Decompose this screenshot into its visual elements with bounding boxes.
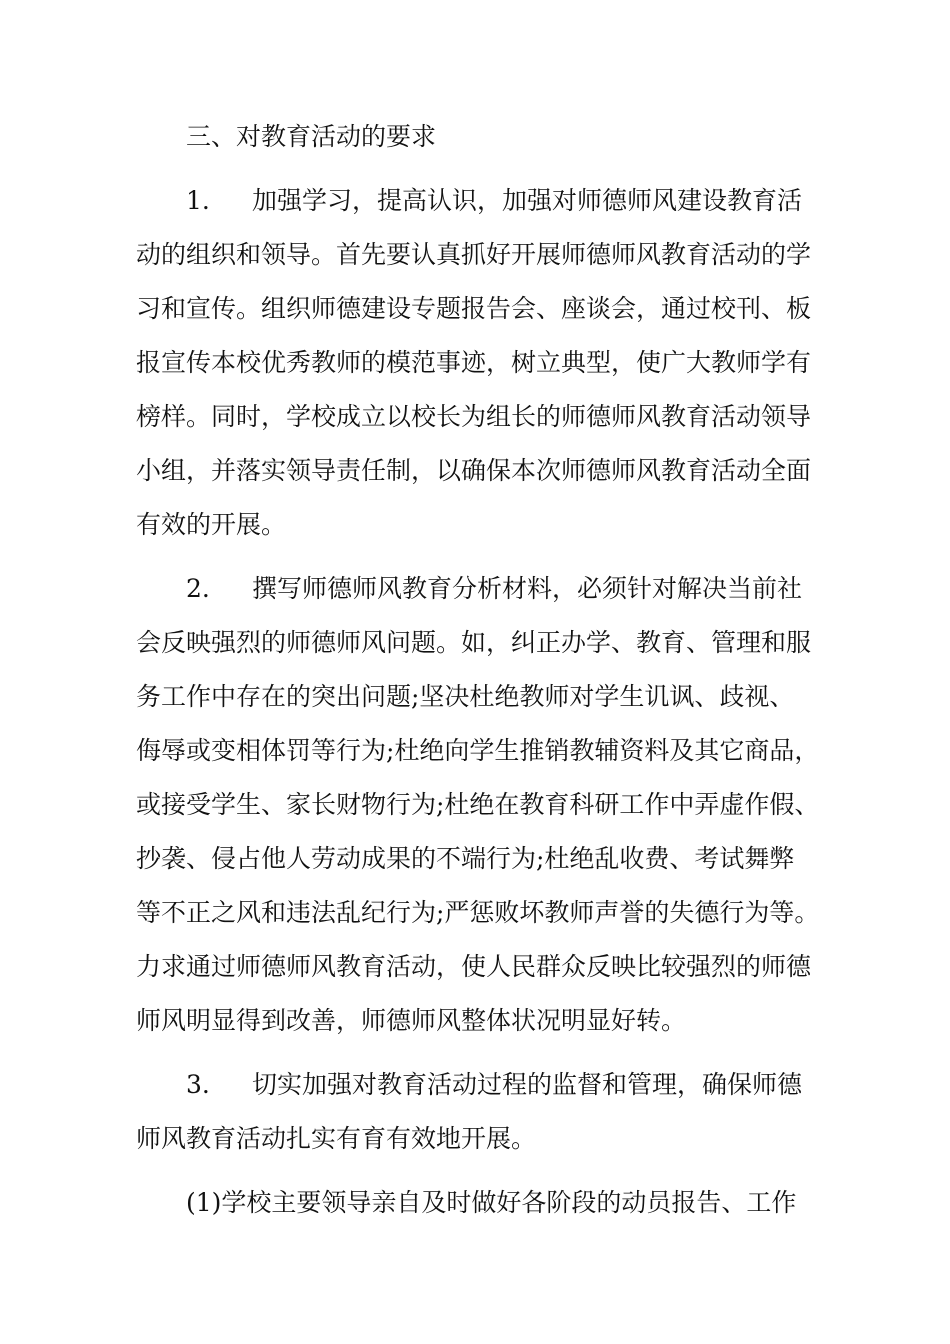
- paragraph-line: 抄袭、侵占他人劳动成果的不端行为;杜绝乱收费、考试舞弊: [136, 844, 795, 873]
- section-heading: 三、对教育活动的要求: [186, 122, 437, 151]
- paragraph-line: 等不正之风和违法乱纪行为;严惩败坏教师声誉的失德行为等。: [136, 898, 820, 927]
- paragraph-line: 动的组织和领导。首先要认真抓好开展师德师风教育活动的学: [136, 240, 812, 269]
- item-number: 3.: [186, 1070, 210, 1099]
- paragraph-line: 侮辱或变相体罚等行为;杜绝向学生推销教辅资料及其它商品，: [136, 736, 820, 765]
- paragraph-item-2: [136, 562, 836, 1048]
- paragraph-text: 撰写师德师风教育分析材料，必须针对解决当前社: [252, 574, 803, 603]
- paragraph-line: 报宣传本校优秀教师的模范事迹，树立典型，使广大教师学有: [136, 348, 812, 377]
- paragraph-line: [136, 562, 836, 616]
- paragraph-line: 榜样。同时，学校成立以校长为组长的师德师风教育活动领导: [136, 402, 812, 431]
- paragraph-text: 切实加强对教育活动过程的监督和管理，确保师德: [252, 1070, 803, 1099]
- subitem-line: (1)学校主要领导亲自及时做好各阶段的动员报告、工作: [186, 1188, 797, 1217]
- paragraph-line: 或接受学生、家长财物行为;杜绝在教育科研工作中弄虚作假、: [136, 790, 820, 819]
- paragraph-line: 会反映强烈的师德师风问题。如，纠正办学、教育、管理和服: [136, 628, 812, 657]
- paragraph-line: 力求通过师德师风教育活动，使人民群众反映比较强烈的师德: [136, 952, 812, 981]
- paragraph-line: 师风明显得到改善，师德师风整体状况明显好转。: [136, 1006, 687, 1035]
- item-number: 1.: [186, 186, 210, 215]
- paragraph-line: 有效的开展。: [136, 510, 287, 539]
- paragraph-line: 师风教育活动扎实有育有效地开展。: [136, 1124, 537, 1153]
- item-number: 2.: [186, 574, 210, 603]
- paragraph-line: 务工作中存在的突出问题;坚决杜绝教师对学生讥讽、歧视、: [136, 682, 795, 711]
- paragraph-line: 小组，并落实领导责任制，以确保本次师德师风教育活动全面: [136, 456, 812, 485]
- paragraph-line: [136, 1058, 836, 1112]
- paragraph-text: 加强学习，提高认识，加强对师德师风建设教育活: [252, 186, 803, 215]
- paragraph-line: [136, 174, 836, 228]
- paragraph-item-3: [136, 1058, 836, 1166]
- paragraph-line: 习和宣传。组织师德建设专题报告会、座谈会，通过校刊、板: [136, 294, 812, 323]
- document-body: [136, 110, 836, 1230]
- paragraph-item-1: [136, 174, 836, 552]
